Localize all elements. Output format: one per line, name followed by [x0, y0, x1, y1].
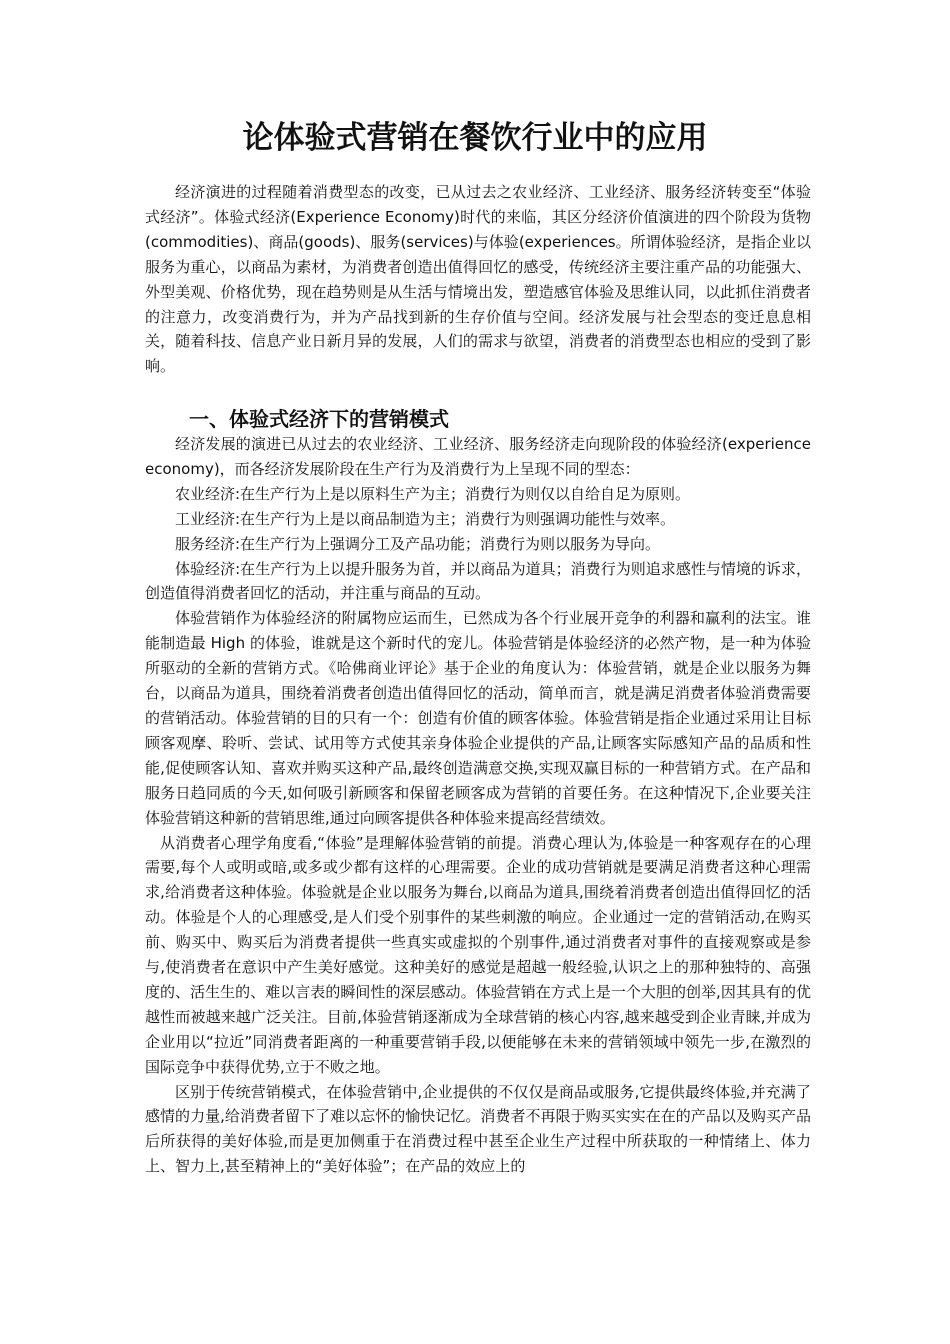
paragraph-7: 从消费者心理学角度看,“体验”是理解体验营销的前提。消费心理认为,体验是一种客观存在的心理需要,每个人或明或暗,或多或少都有这样的心理需要。企业的成功营销就是要满足消费者这种心理需求,给消费者这种体验。体验就是企业以服务为舞台,以商品为道具,围绕着消费者创造出值得回忆的活动。体验是个人的心理感受,是人们受个别事件的某些刺激的响应。企业通过一定的营销活动,在购买前、购买中、购买后为消费者提供一些真实或虚拟的个别事件,通过消费者对事件的直接观察或是参与,使消费者在意识中产生美好感觉。这种美好的感觉是超越一般经验,认识之上的那种独特的、高强度的、活生生的、难以言表的瞬间性的深层感动。体验营销在方式上是一个大胆的创举,因其具有的优越性而被越来越广泛关注。目前,体验营销逐渐成为全球营销的核心内容,越来越受到企业青睐,并成为企业用以“拉近”同消费者距离的一种重要营销手段,以便能够在未来的营销领域中领先一步,在激烈的国际竞争中获得优势,立于不败之地。	[145, 833, 811, 1076]
page-title: 论体验式营销在餐饮行业中的应用	[242, 120, 708, 156]
intro-block	[145, 180, 811, 379]
intro-paragraph: 经济演进的过程随着消费型态的改变，已从过去之农业经济、工业经济、服务经济转变至“体验式经济”。体验式经济(Experience Economy)时代的来临，其区分经济价值演进的四个阶段为货物(commodities)、商品(goods)、服务(services)与体验(experiences。所谓体验经济，是指企业以服务为重心，以商品为素材，为消费者创造出值得回忆的感受，传统经济主要注重产品的功能强大、外型美观、价格优势，现在趋势则是从生活与情境出发，塑造感官体验及思维认同，以此抓住消费者的注意力，改变消费行为，并为产品找到新的生存价值与空间。经济发展与社会型态的变迁息息相关，随着科技、信息产业日新月异的发展，人们的需求与欲望，消费者的消费型态也相应的受到了影响。	[145, 183, 811, 376]
paragraph-1: 经济发展的演进已从过去的农业经济、工业经济、服务经济走向现阶段的体验经济(experience economy)，而各经济发展阶段在生产行为及消费行为上呈现不同的型态：	[145, 435, 811, 478]
paragraph-6: 体验营销作为体验经济的附属物应运而生，已然成为各个行业展开竞争的利器和赢利的法宝。谁能制造最 High 的体验，谁就是这个新时代的宠儿。体验营销是体验经济的必然产物，是一种为体验所驱动的全新的营销方式。《哈佛商业评论》基于企业的角度认为：体验营销，就是企业以服务为舞台，以商品为道具，围绕着消费者创造出值得回忆的活动，简单而言，就是满足消费者体验消费需要的营销活动。体验营销的目的只有一个：创造有价值的顾客体验。体验营销是指企业通过采用让目标顾客观摩、聆听、尝试、试用等方式使其亲身体验企业提供的产品,让顾客实际感知产品的品质和性能,促使顾客认知、喜欢并购买这种产品,最终创造满意交换,实现双赢目标的一种营销方式。在产品和服务日趋同质的今天,如何吸引新顾客和保留老顾客成为营销的首要任务。在这种情况下,企业要关注体验营销这种新的营销思维,通过向顾客提供各种体验来提高经营绩效。	[145, 609, 811, 827]
paragraph-2: 农业经济:在生产行为上是以原料生产为主；消费行为则仅以自给自足为原则。	[175, 484, 691, 503]
section-heading: 一、体验式经济下的营销模式	[189, 407, 449, 431]
paragraph-3: 工业经济:在生产行为上是以商品制造为主；消费行为则强调功能性与效率。	[175, 509, 676, 528]
section-body	[145, 432, 811, 1179]
paragraph-8: 区别于传统营销模式，在体验营销中,企业提供的不仅仅是商品或服务,它提供最终体验,并充满了感情的力量,给消费者留下了难以忘怀的愉快记忆。消费者不再限于购买实实在在的产品以及购买产品后所获得的美好体验,而是更加侧重于在消费过程中甚至企业生产过程中所获取的一种情绪上、体力上、智力上,甚至精神上的“美好体验”；在产品的效应上的	[145, 1082, 811, 1176]
paragraph-4: 服务经济:在生产行为上强调分工及产品功能；消费行为则以服务为导向。	[175, 534, 661, 553]
paragraph-5: 体验经济:在生产行为上以提升服务为首，并以商品为道具；消费行为则追求感性与情境的诉求，创造值得消费者回忆的活动，并注重与商品的互动。	[145, 559, 811, 603]
